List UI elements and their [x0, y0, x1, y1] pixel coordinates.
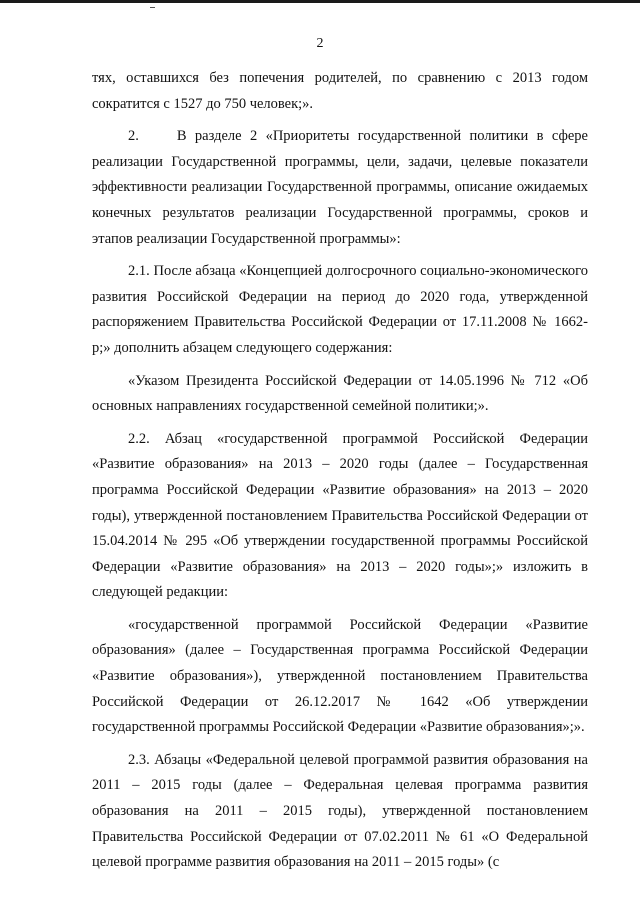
document-body [92, 66, 588, 883]
page-number: 2 [316, 36, 324, 51]
paragraph-section-2-text: В разделе 2 «Приоритеты государственной политики в сфере реализации Государственной программы, цели, задачи, целевые показатели эффективности реализации Государственной программы, описание ожидаемых конечных результатов реализации Государственной программы, сроков и этапов реализации Государственной программы»: [92, 128, 588, 247]
paragraph-2-1: 2.1. После абзаца «Концепцией долгосрочного социально-экономического развития Российской Федерации на период до 2020 года, утвержденной распоряжением Правительства Российской Федерации от 17.11.2008 № 1662-р;» дополнить абзацем следующего содержания: [92, 263, 588, 356]
scan-artifact [150, 7, 155, 8]
paragraph-quote-decree: «Указом Президента Российской Федерации от 14.05.1996 № 712 «Об основных направлениях государственной семейной политики;». [92, 372, 588, 415]
paragraph-2-3: 2.3. Абзацы «Федеральной целевой программой развития образования на 2011 – 2015 годы (далее – Федеральная целевая программа развития образования на 2011 – 2015 годы), утвержденной постановлением Правительства Российской Федерации от 07.02.2011 № 61 «О Федеральной целевой программе развития образования на 2011 – 2015 годы» (с [92, 751, 588, 871]
paragraph-section-2 [92, 124, 588, 252]
paragraph-2-2: 2.2. Абзац «государственной программой Российской Федерации «Развитие образования» на 2013 – 2020 годы (далее – Государственная программа Российской Федерации «Развитие образования» на 2013 – 2020 годы), утвержденной постановлением Правительства Российской Федерации от 15.04.2014 № 295 «Об утверждении государственной программы Российской Федерации «Развитие образования» на 2013 – 2020 годы»;» изложить в следующей редакции: [92, 430, 588, 601]
paragraph-quote-program: «государственной программой Российской Федерации «Развитие образования» (далее – Государственная программа Российской Федерации «Развитие образования»), утвержденной постановлением Правительства Российской Федерации от 26.12.2017 № 1642 «Об утверждении государственной программы Российской Федерации «Развитие образования»;». [92, 616, 588, 736]
paragraph-continuation: тях, оставшихся без попечения родителей, по сравнению с 2013 годом сократится с 1527 до 750 человек;». [92, 70, 588, 112]
top-border-line [0, 0, 640, 3]
item-number: 2. [128, 128, 139, 145]
